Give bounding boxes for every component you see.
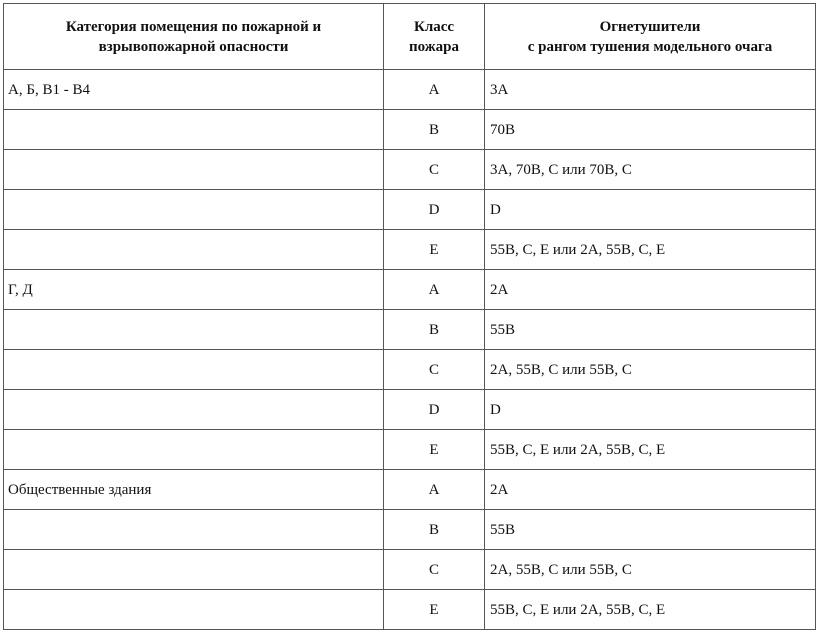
fire-class-cell: А (384, 70, 485, 110)
category-cell (4, 510, 384, 550)
category-cell: Г, Д (4, 270, 384, 310)
fire-class-cell: В (384, 510, 485, 550)
table-row (4, 350, 816, 390)
category-cell (4, 550, 384, 590)
fire-class-cell: Е (384, 590, 485, 630)
fire-class-cell: D (384, 190, 485, 230)
header-extinguishers-line2: с рангом тушения модельного очага (527, 38, 773, 55)
table-row (4, 70, 816, 110)
category-cell (4, 390, 384, 430)
fire-class-cell: А (384, 270, 485, 310)
table-row (4, 110, 816, 150)
extinguisher-cell: 3А (485, 70, 816, 110)
category-cell (4, 110, 384, 150)
header-category-line2: взрывопожарной опасности (98, 38, 289, 55)
header-extinguishers (485, 4, 816, 70)
extinguisher-cell: 3А, 70В, С или 70В, С (485, 150, 816, 190)
extinguisher-cell: 55В, С, Е или 2А, 55В, С, Е (485, 590, 816, 630)
table-row (4, 150, 816, 190)
extinguisher-cell: 2А (485, 270, 816, 310)
extinguisher-cell: 2А, 55В, С или 55В, С (485, 550, 816, 590)
table-row (4, 230, 816, 270)
extinguisher-cell: 55В, С, Е или 2А, 55В, С, Е (485, 430, 816, 470)
table-row (4, 270, 816, 310)
extinguisher-cell: 70В (485, 110, 816, 150)
category-cell (4, 150, 384, 190)
category-cell (4, 230, 384, 270)
table-row (4, 590, 816, 630)
header-row (4, 4, 816, 70)
category-cell (4, 310, 384, 350)
fire-class-cell: В (384, 310, 485, 350)
extinguisher-table (3, 3, 816, 630)
extinguisher-cell: 2А, 55В, С или 55В, С (485, 350, 816, 390)
extinguisher-cell: 2А (485, 470, 816, 510)
category-cell (4, 350, 384, 390)
table-row (4, 390, 816, 430)
header-class-line2: пожара (409, 38, 459, 55)
fire-class-cell: D (384, 390, 485, 430)
extinguisher-cell: 55В (485, 310, 816, 350)
category-cell: Общественные здания (4, 470, 384, 510)
header-category-line1: Категория помещения по пожарной и (65, 18, 322, 35)
header-category (4, 4, 384, 70)
table-row (4, 470, 816, 510)
fire-class-cell: С (384, 550, 485, 590)
table-row (4, 550, 816, 590)
table-row (4, 430, 816, 470)
fire-class-cell: С (384, 150, 485, 190)
fire-class-cell: В (384, 110, 485, 150)
category-cell (4, 430, 384, 470)
category-cell (4, 590, 384, 630)
header-class-line1: Класс (413, 18, 455, 35)
category-cell: А, Б, В1 - В4 (4, 70, 384, 110)
fire-class-cell: Е (384, 430, 485, 470)
table-row (4, 510, 816, 550)
fire-class-cell: А (384, 470, 485, 510)
header-class (384, 4, 485, 70)
fire-class-cell: Е (384, 230, 485, 270)
table-row (4, 190, 816, 230)
extinguisher-cell: 55В, С, Е или 2А, 55В, С, Е (485, 230, 816, 270)
table-row (4, 310, 816, 350)
extinguisher-cell: D (485, 190, 816, 230)
category-cell (4, 190, 384, 230)
extinguisher-cell: D (485, 390, 816, 430)
fire-class-cell: С (384, 350, 485, 390)
extinguisher-cell: 55В (485, 510, 816, 550)
header-extinguishers-line1: Огнетушители (599, 18, 701, 35)
